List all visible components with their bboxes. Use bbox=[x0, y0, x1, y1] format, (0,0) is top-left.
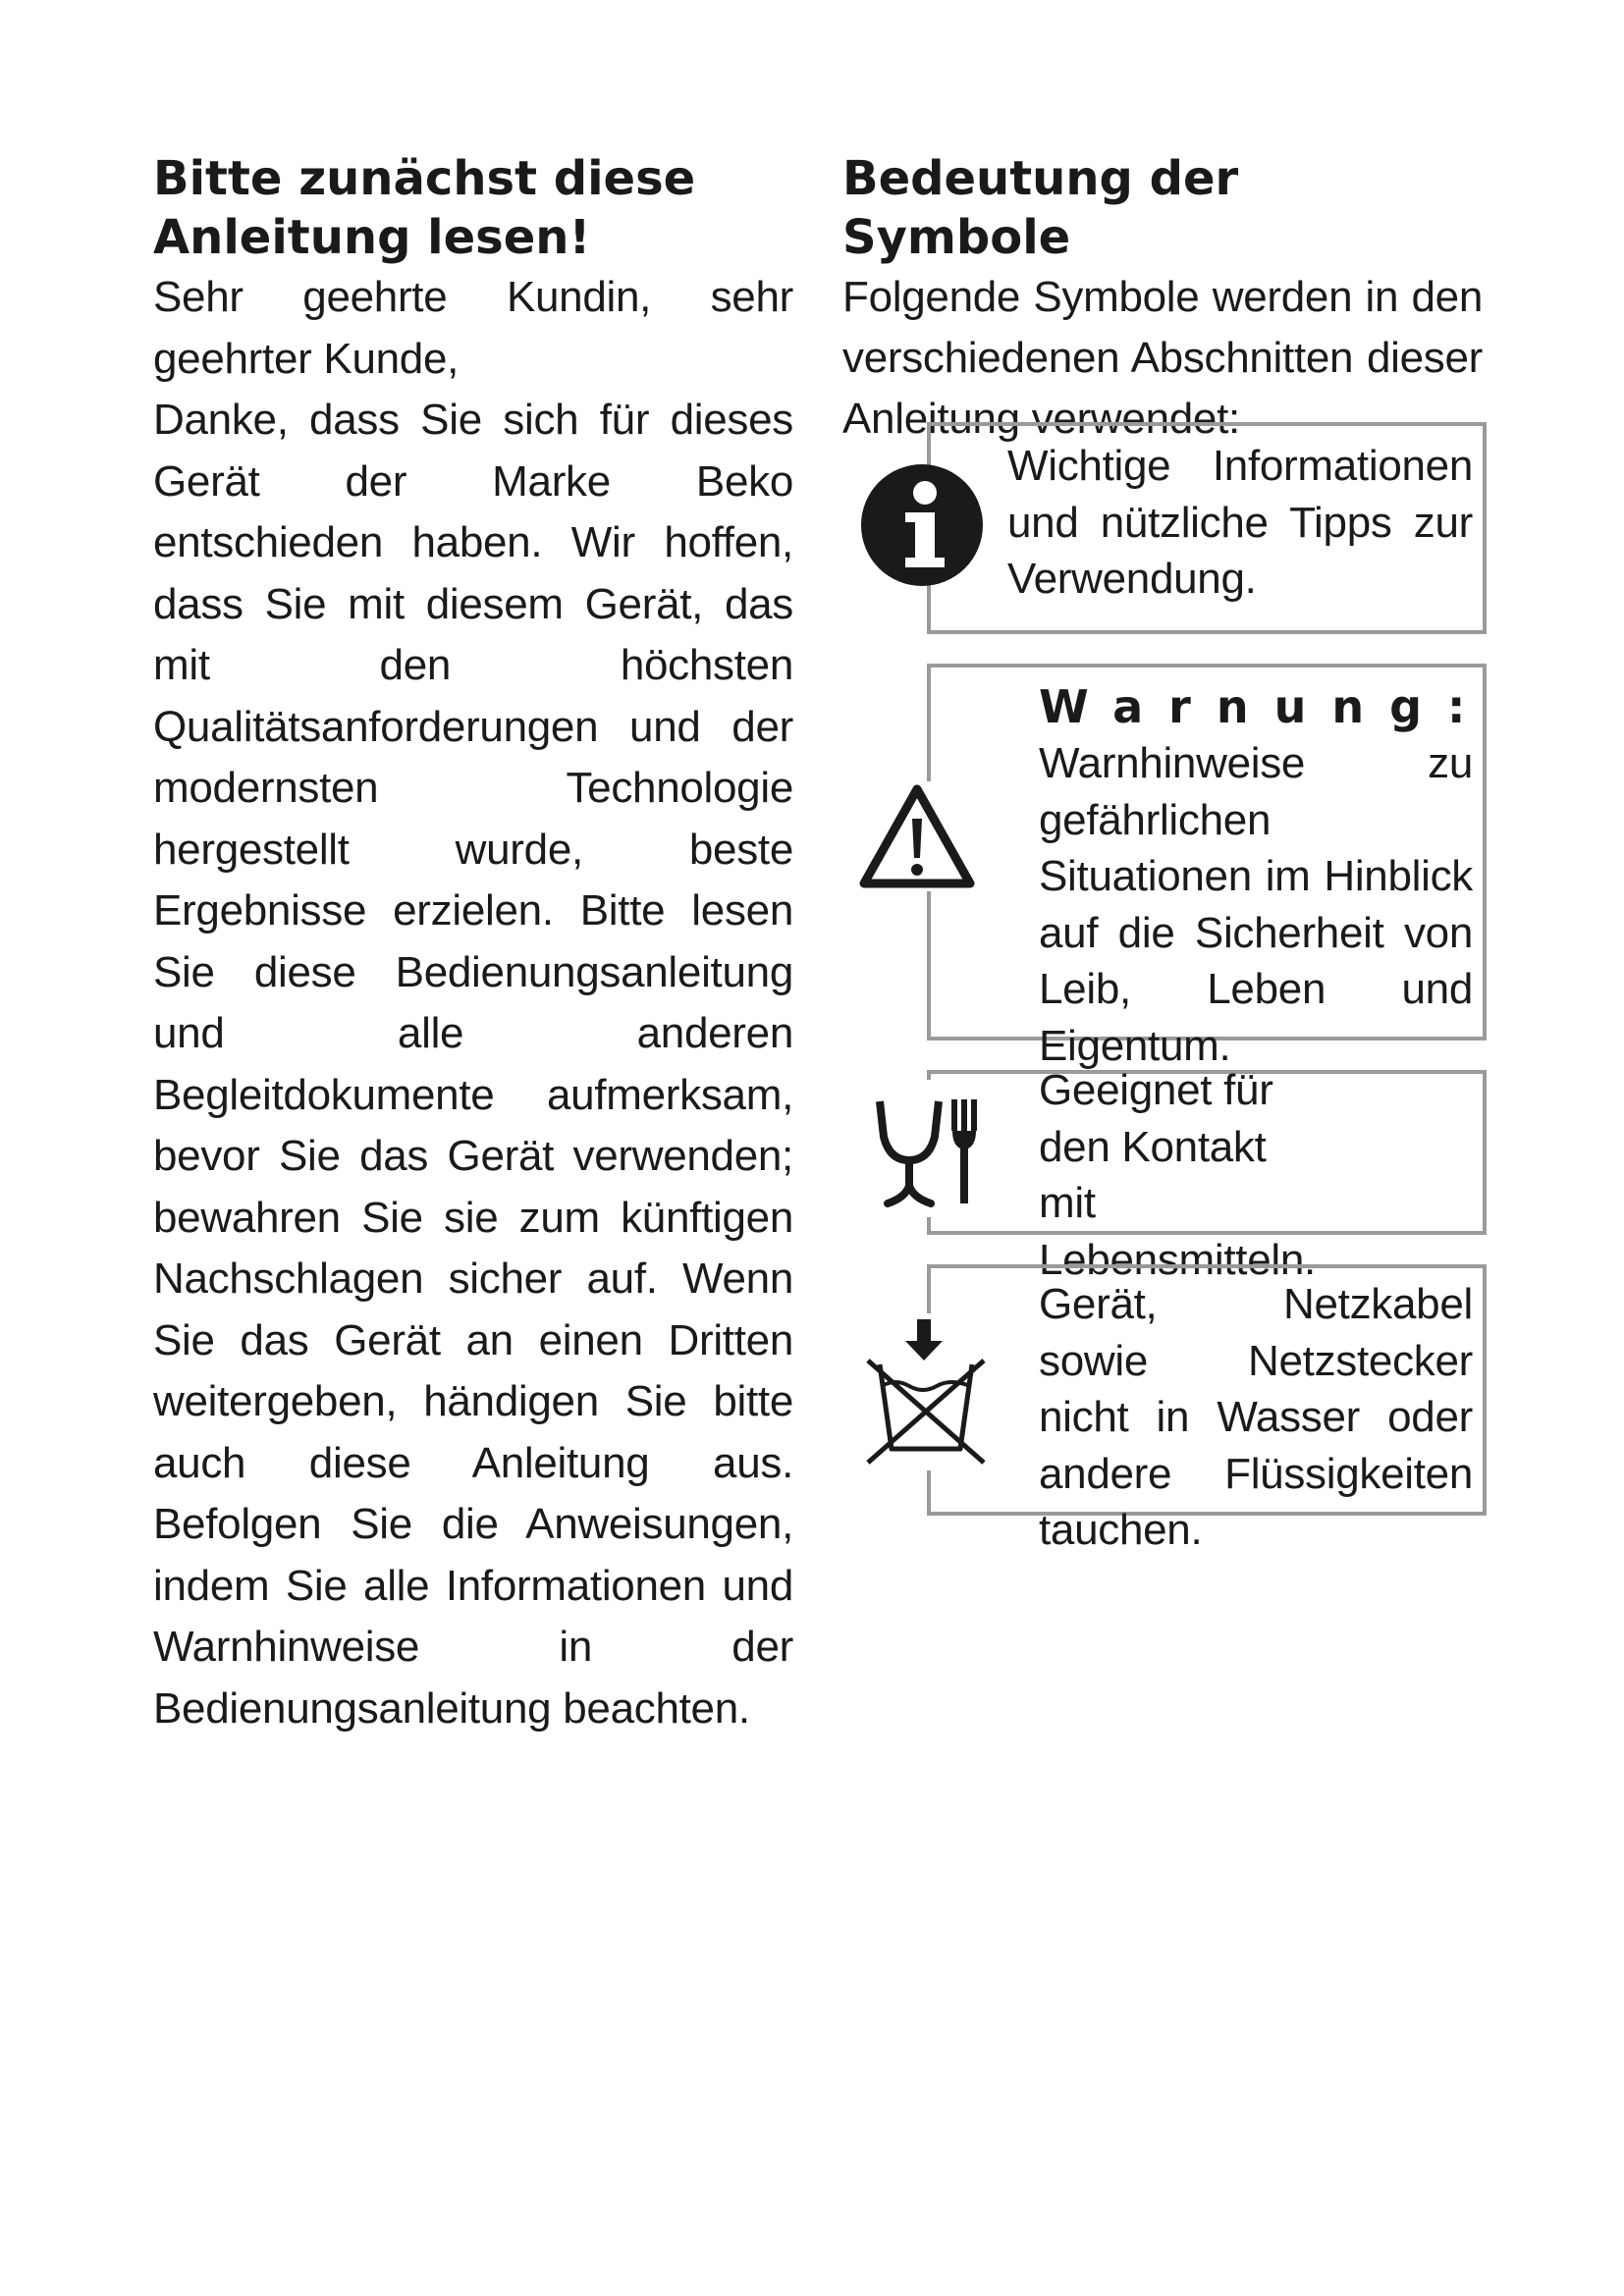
symbol-text-warning bbox=[1039, 679, 1491, 1074]
symbol-row-food-contact bbox=[842, 1066, 1487, 1284]
section-heading-read-first: Bitte zunächst diese Anleitung lesen! bbox=[153, 151, 696, 265]
symbol-row-info bbox=[842, 422, 1487, 634]
intro-body-text: Danke, dass Sie sich für dieses Gerät der Marke Beko entschieden haben. Wir hoffen, dass Sie mit diesem Gerät, das mit den höchsten Qualitätsanforderungen und der modernsten Technologie hergestellt wurde, beste Ergebnisse erzielen. Bitte lesen Sie diese Bedienungsanleitung und alle anderen Begleitdokumente aufmerksam, bevor Sie das Gerät verwenden; bewahren Sie sie zum künftigen Nachschlagen sicher auf. Wenn Sie das Gerät an einen Dritten weitergeben, händigen Sie bitte auch diese Anleitung aus. Befolgen Sie die Anweisungen, indem Sie alle Informationen und Warnhinweise in der Bedienungsanleitung beachten. bbox=[153, 396, 793, 1733]
symbol-text-info: Wichtige Informationen und nützliche Tipps zur Verwendung. bbox=[1007, 442, 1473, 603]
warning-title: Warnung: bbox=[1039, 680, 1491, 733]
left-column bbox=[153, 149, 793, 1739]
symbol-row-warning bbox=[842, 664, 1491, 1070]
symbol-row-no-immersion bbox=[842, 1264, 1487, 1554]
salutation-text: Sehr geehrte Kundin, sehr geehrter Kunde, bbox=[153, 273, 793, 383]
right-column bbox=[842, 149, 1483, 450]
info-icon bbox=[858, 461, 986, 589]
food-contact-icon bbox=[870, 1080, 998, 1217]
symbol-text-food-contact: Geeignet für den Kontakt mit Lebensmitteln. bbox=[1039, 1066, 1316, 1284]
symbols-intro-text: Folgende Symbole werden in den verschiedenen Abschnitten dieser Anleitung verwendet: bbox=[842, 273, 1483, 443]
warning-triangle-icon bbox=[856, 781, 978, 891]
symbol-text-no-immersion: Gerät, Netzkabel sowie Netzstecker nicht in Wasser oder andere Flüssigkeiten tauchen. bbox=[1039, 1280, 1473, 1554]
warning-description: Warnhinweise zu gefährlichen Situationen im Hinblick auf die Sicherheit von Leib, Leben und Eigentum. bbox=[1039, 739, 1473, 1070]
no-immersion-icon bbox=[862, 1313, 990, 1470]
section-heading-symbols: Bedeutung der Symbole bbox=[842, 151, 1239, 265]
